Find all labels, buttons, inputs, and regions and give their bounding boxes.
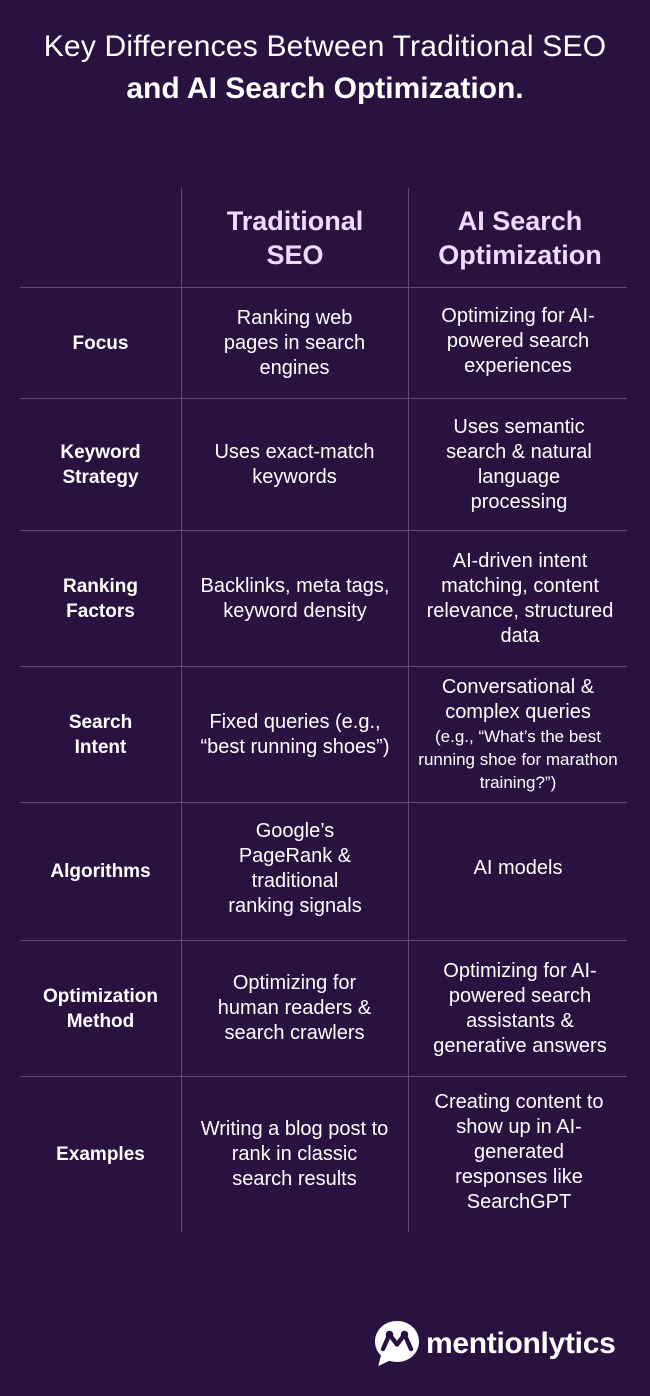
- cell-ai-search-intent: [412, 667, 624, 802]
- column-header-ai: AI Search Optimization: [438, 206, 602, 270]
- row-label-algorithms: Algorithms: [50, 861, 151, 882]
- column-header-traditional: Traditional SEO: [226, 206, 364, 270]
- cell-ai-search-intent-main: Conversational & complex queries: [441, 676, 595, 723]
- row-label-keyword-strategy: Keyword Strategy: [60, 441, 141, 488]
- cell-ai-focus: Optimizing for AI-powered search experiences: [441, 304, 595, 377]
- mentionlytics-logo-icon: [374, 1319, 420, 1369]
- cell-ai-optimization-method: Optimizing for AI-powered search assistants & generative answers: [433, 959, 607, 1057]
- cell-traditional-optimization-method: Optimizing for human readers & search crawlers: [217, 972, 372, 1044]
- row-label-focus: Focus: [72, 332, 129, 354]
- cell-traditional-keyword-strategy: Uses exact-match keywords: [214, 440, 375, 488]
- title-line-1: Key Differences Between Traditional SEO: [43, 30, 607, 63]
- cell-traditional-examples: Writing a blog post to rank in classic search results: [200, 1118, 389, 1190]
- row-label-examples: Examples: [56, 1144, 145, 1165]
- cell-traditional-algorithms: Google’s PageRank & traditional ranking signals: [228, 819, 362, 917]
- cell-ai-algorithms: AI models: [473, 857, 563, 879]
- cell-ai-search-intent-example: (e.g., “What’s the best running shoe for marathon training?”): [418, 727, 618, 792]
- cell-traditional-ranking-factors: Backlinks, meta tags, keyword density: [200, 574, 390, 622]
- cell-traditional-search-intent: Fixed queries (e.g., “best running shoes”): [200, 710, 390, 758]
- cell-traditional-focus: Ranking web pages in search engines: [223, 306, 366, 379]
- row-label-optimization-method: Optimization Method: [42, 985, 159, 1032]
- cell-ai-keyword-strategy: Uses semantic search & natural language processing: [446, 415, 592, 513]
- brand-logo: [374, 1318, 615, 1370]
- row-label-ranking-factors: Ranking Factors: [63, 575, 138, 622]
- cell-ai-ranking-factors: AI-driven intent matching, content relevance, structured data: [426, 549, 614, 647]
- cell-ai-examples: Creating content to show up in AI-generated responses like SearchGPT: [434, 1090, 604, 1213]
- row-label-search-intent: Search Intent: [68, 711, 133, 758]
- brand-name: mentionlytics: [426, 1327, 616, 1360]
- title-line-2: and AI Search Optimization.: [126, 72, 524, 105]
